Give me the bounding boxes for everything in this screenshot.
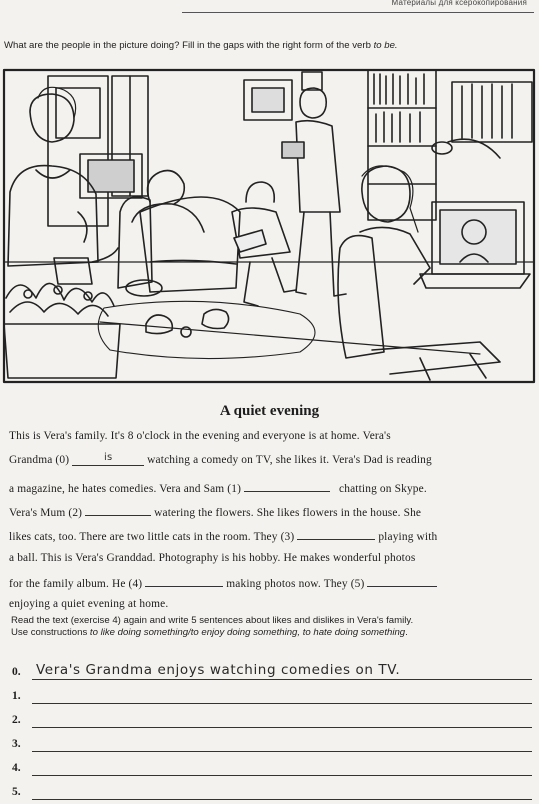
- story-line-8: [9, 598, 168, 610]
- answer-row-2[interactable]: [12, 710, 532, 730]
- answer-number-4: 4.: [12, 762, 21, 774]
- answer-row-4[interactable]: [12, 758, 532, 778]
- story-line-5a: likes cats, too. There are two little cats in the room. They (3): [9, 531, 295, 543]
- task2-constructions: to like doing something/to enjoy doing something, to hate doing something: [89, 627, 406, 638]
- answer-row-3[interactable]: [12, 734, 532, 754]
- task2-instruction: [11, 615, 413, 639]
- answer-number-1: 1.: [12, 690, 21, 702]
- gap-4[interactable]: [145, 575, 223, 587]
- answer-line-0: [32, 679, 532, 680]
- story-line-1-text: This is Vera's family. It's 8 o'clock in the evening and everyone is at home. Vera's: [9, 430, 391, 442]
- story-line-5b: playing with: [378, 531, 438, 543]
- story-line-5: [9, 528, 437, 543]
- header-rule: [182, 12, 534, 13]
- answer-number-5: 5.: [12, 786, 21, 798]
- gap-0: [72, 454, 144, 466]
- answer-row-1[interactable]: [12, 686, 532, 706]
- answer-text-0: Vera's Grandma enjoys watching comedies on TV.: [36, 662, 401, 678]
- story-line-3a: a magazine, he hates comedies. Vera and Sam (1): [9, 483, 242, 495]
- gap-0-answer: is: [104, 452, 113, 463]
- story-line-2: [9, 454, 432, 466]
- exercise-instruction: [4, 40, 398, 51]
- answer-number-2: 2.: [12, 714, 21, 726]
- story-line-8-text: enjoying a quiet evening at home.: [9, 598, 169, 610]
- gap-1[interactable]: [244, 480, 330, 492]
- story-line-7b: making photos now. They (5): [226, 578, 365, 590]
- answer-line-2[interactable]: [32, 727, 532, 728]
- task2-line-2a: Use constructions: [11, 627, 90, 638]
- answer-line-3[interactable]: [32, 751, 532, 752]
- story-line-3: [9, 480, 427, 495]
- story-line-6-text: a ball. This is Vera's Granddad. Photography is his hobby. He makes wonderful photos: [9, 552, 416, 564]
- family-illustration: [0, 62, 539, 384]
- story-line-1: [9, 430, 391, 442]
- instruction-text: What are the people in the picture doing? Fill in the gaps with the right form of the verb: [4, 40, 374, 51]
- gap-5[interactable]: [367, 575, 437, 587]
- story-line-4b: watering the flowers. She likes flowers in the house. She: [154, 507, 422, 519]
- gap-2[interactable]: [85, 504, 151, 516]
- answer-line-5[interactable]: [32, 799, 532, 800]
- task2-line-2c: .: [405, 627, 408, 638]
- answer-row-5[interactable]: [12, 782, 532, 802]
- gap-3[interactable]: [297, 528, 375, 540]
- story-line-6: [9, 552, 415, 564]
- story-line-2a: Grandma (0): [9, 454, 70, 466]
- instruction-verb: to be.: [373, 40, 398, 51]
- answer-line-1[interactable]: [32, 703, 532, 704]
- answer-number-0: 0.: [12, 666, 21, 678]
- story-line-4a: Vera's Mum (2): [9, 507, 83, 519]
- answer-line-4[interactable]: [32, 775, 532, 776]
- story-line-7a: for the family album. He (4): [9, 578, 143, 590]
- task2-line-2: [11, 627, 413, 639]
- answer-number-3: 3.: [12, 738, 21, 750]
- story-title: A quiet evening: [219, 403, 320, 419]
- story-line-2b: watching a comedy on TV, she likes it. Vera's Dad is reading: [147, 454, 432, 466]
- story-line-3b: chatting on Skype.: [339, 483, 427, 495]
- header-text: Материалы для ксерокопирования: [391, 0, 527, 7]
- story-line-7: [9, 575, 437, 590]
- task2-line-1: Read the text (exercise 4) again and write 5 sentences about likes and dislikes in Vera's family.: [11, 615, 414, 626]
- answer-row-0: [12, 662, 532, 682]
- story-line-4: [9, 504, 421, 519]
